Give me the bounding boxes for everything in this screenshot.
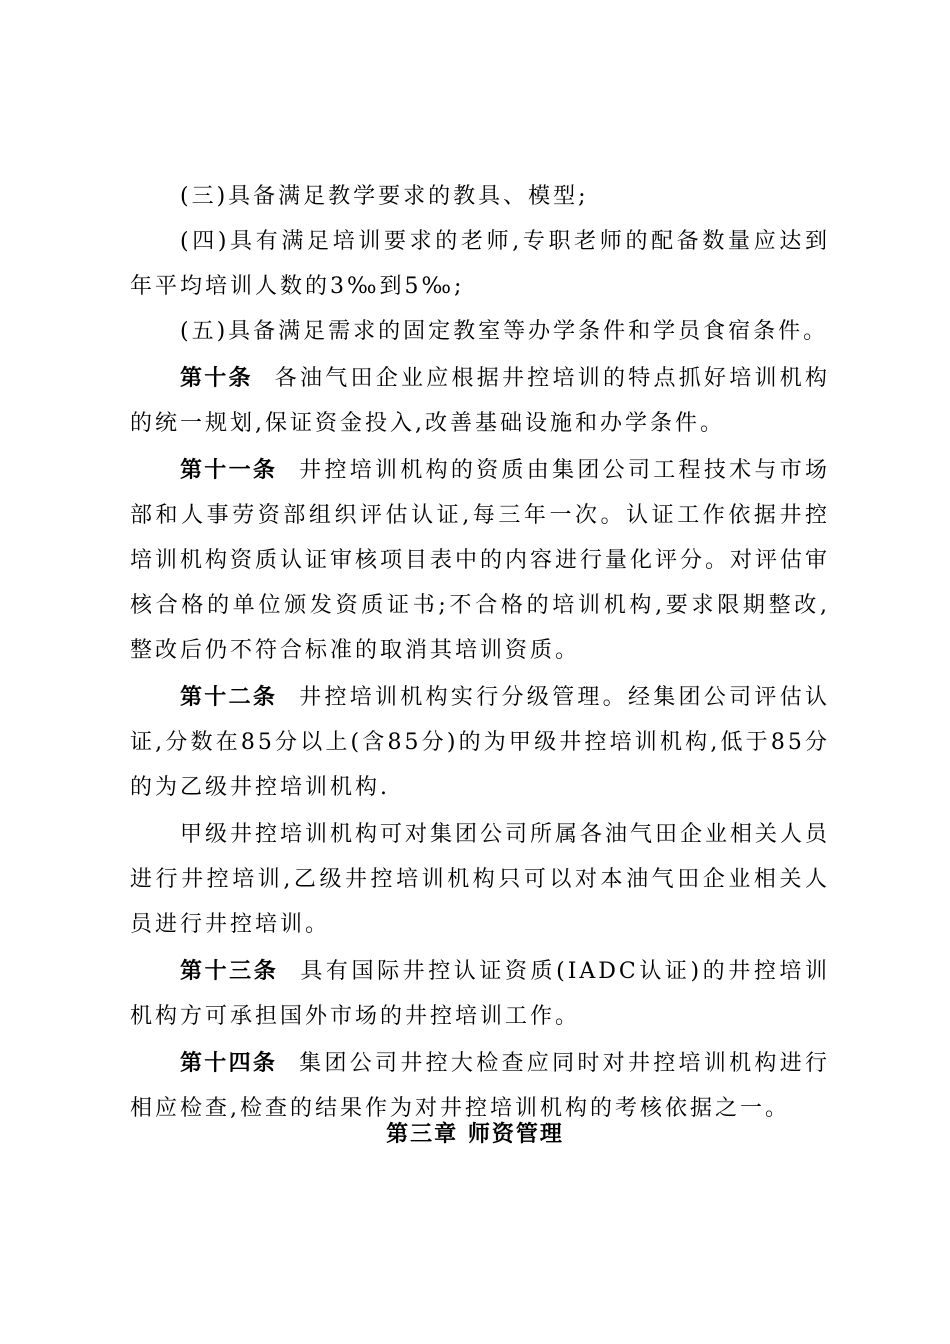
chapter-title: 第三章 师资管理 (386, 1122, 564, 1147)
article-12-paragraph-2: 甲级井控培训机构可对集团公司所属各油气田企业相关人员进行井控培训,乙级井控培训机构只可以对本油气田企业相关人员进行井控培训。 (130, 822, 831, 937)
item-3: (三)具备满足教学要求的教具、模型; (180, 184, 589, 209)
article-11 (130, 448, 830, 673)
article-12 (130, 675, 830, 810)
document-body (130, 174, 830, 1131)
article-11-heading: 第十一条 (180, 458, 278, 483)
article-10-heading: 第十条 (180, 366, 253, 391)
article-11-text: 井控培训机构的资质由集团公司工程技术与市场部和人事劳资部组织评估认证,每三年一次。认证工作依据井控培训机构资质认证审核项目表中的内容进行量化评分。对评估审核合格的单位颁发资质证书;不合格的培训机构,要求限期整改,整改后仍不符合标准的取消其培训资质。 (130, 458, 831, 663)
item-5: (五)具备满足需求的固定教室等办学条件和学员食宿条件。 (180, 319, 829, 344)
article-12-text: 井控培训机构实行分级管理。经集团公司评估认证,分数在85分以上(含85分)的为甲级井控培训机构,低于85分的为乙级井控培训机构. (130, 685, 830, 800)
article-14-text: 集团公司井控大检查应同时对井控培训机构进行相应检查,检查的结果作为对井控培训机构的考核依据之一。 (130, 1051, 830, 1121)
item-4: (四)具有满足培训要求的老师,专职老师的配备数量应达到年平均培训人数的3‰到5‰; (130, 229, 830, 299)
article-13 (130, 949, 830, 1039)
article-14-heading: 第十四条 (180, 1051, 278, 1076)
article-12-heading: 第十二条 (180, 685, 278, 710)
article-13-heading: 第十三条 (180, 959, 279, 984)
article-10-text: 各油气田企业应根据井控培训的特点抓好培训机构的统一规划,保证资金投入,改善基础设施和办学条件。 (130, 366, 830, 436)
article-10 (130, 356, 830, 446)
article-13-text: 具有国际井控认证资质(IADC认证)的井控培训机构方可承担国外市场的井控培训工作。 (130, 959, 830, 1029)
